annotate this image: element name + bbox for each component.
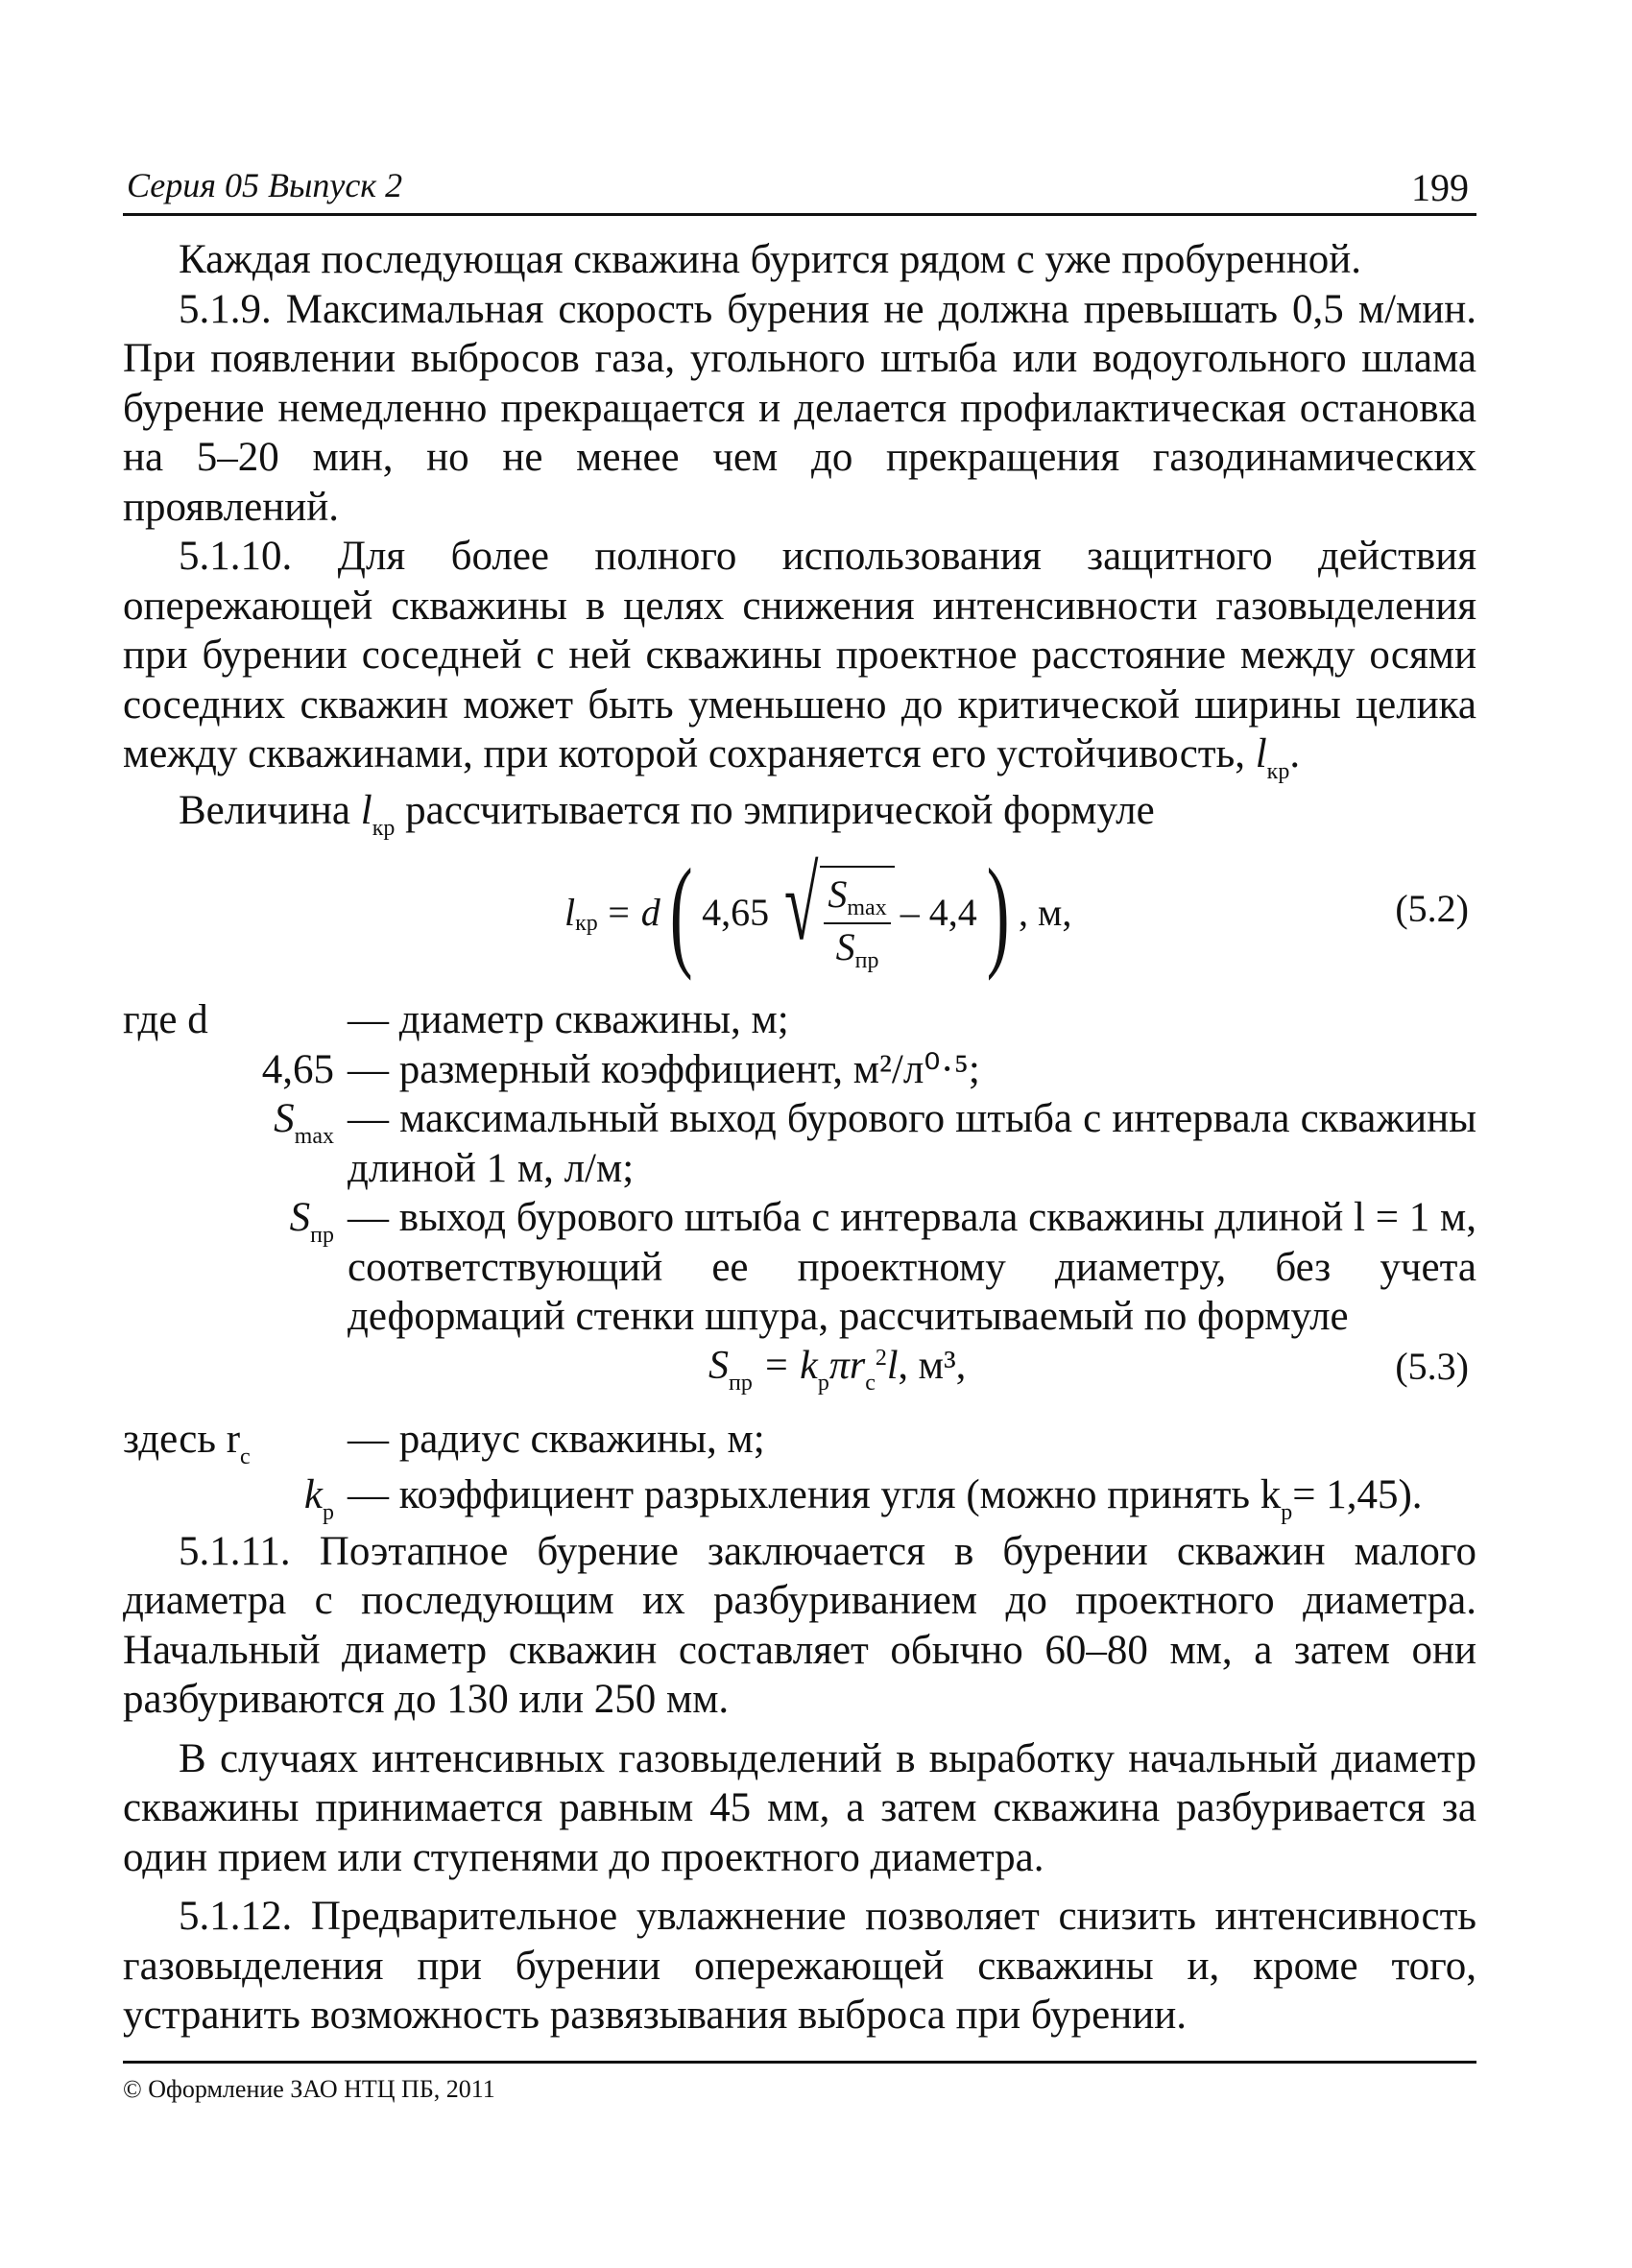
- f53-unit: , м³,: [898, 1343, 967, 1388]
- def-symbol-text: здесь r: [123, 1416, 241, 1462]
- def-text: — выход бурового штыба с интервала скважины длиной l = 1 м, соответствующий ее проектному диаметру, без учета деформаций стенки шпура, рассчитываемый по формуле: [348, 1195, 1476, 1339]
- f53-square: 2: [875, 1345, 887, 1371]
- formula-5-3: [123, 1342, 1476, 1411]
- def-symbol-k: k: [303, 1472, 323, 1517]
- def-symbol: [123, 1193, 348, 1342]
- series-title: Серия 05 Выпуск 2: [127, 166, 403, 204]
- formula-number-5-2: (5.2): [1395, 887, 1469, 930]
- def-symbol-sub: р: [323, 1500, 334, 1525]
- formula-unit: , м,: [1019, 891, 1072, 935]
- formula-lhs-sub: кр: [575, 911, 598, 937]
- def-symbol: [123, 1415, 348, 1471]
- f53-k-sub: р: [817, 1370, 829, 1396]
- formula-5-2: [123, 844, 1476, 982]
- definition-smax: [123, 1094, 1476, 1193]
- formula-5-3-expression: [708, 1342, 966, 1397]
- def-text: [348, 1470, 1476, 1527]
- def-symbol-sub: с: [240, 1444, 251, 1469]
- paragraph-5-1-10: [123, 532, 1476, 786]
- paragraph-formula-intro: [123, 786, 1476, 843]
- fraction: [824, 871, 890, 974]
- intro-end: рассчитывается по эмпирической формуле: [405, 787, 1155, 833]
- formula-number-5-3: (5.3): [1395, 1344, 1469, 1388]
- formula-minus: – 4,4: [900, 891, 977, 935]
- left-paren: (: [669, 844, 693, 982]
- f53-l: l: [886, 1343, 899, 1388]
- def-symbol-text: где d: [123, 997, 208, 1042]
- radicand: [820, 866, 894, 974]
- right-paren: ): [986, 844, 1010, 982]
- paragraph-gas-cases: В случаях интенсивных газовыделений в выработку начальный диаметр скважины принимается равным 45 мм, а затем скважина разбуривается за один прием или ступенями до проектного диаметра.: [123, 1735, 1476, 1880]
- f53-lhs-sub: пр: [729, 1370, 753, 1396]
- def-text-main: — коэффициент разрыхления угля (можно принять k: [348, 1472, 1282, 1517]
- den-s: S: [835, 924, 855, 968]
- definition-kr: [123, 1470, 1476, 1527]
- running-header: [123, 161, 1476, 216]
- page-footer: [123, 2061, 1476, 2104]
- definition-coef: [123, 1045, 1476, 1095]
- f53-k: = k: [762, 1343, 818, 1388]
- f53-r-sub: с: [865, 1370, 876, 1396]
- radical-sign: √: [783, 847, 819, 962]
- def-symbol: [123, 1094, 348, 1193]
- def-text: — размерный коэффициент, м²/л⁰·⁵;: [348, 1046, 980, 1092]
- def-symbol: [123, 995, 348, 1045]
- subscript-kr: кр: [372, 815, 396, 841]
- intro-start: Величина: [179, 787, 350, 833]
- def-text: — максимальный выход бурового штыба с интервала скважины длиной 1 м, л/м;: [348, 1096, 1476, 1191]
- def-symbol: 4,65: [261, 1046, 334, 1092]
- def-symbol-s: S: [274, 1096, 295, 1141]
- paragraph-5-1-9: 5.1.9. Максимальная скорость бурения не должна превышать 0,5 м/мин. При появлении выбросов газа, угольного штыба или водоугольного шлама бурение немедленно прекращается и делается профилактическая остановка на 5–20 мин, но не менее чем до прекращения газодинамических проявлений.: [123, 286, 1476, 530]
- def-symbol: [123, 1470, 348, 1527]
- paragraph-end: .: [1289, 731, 1301, 776]
- square-root: [773, 847, 895, 974]
- def-symbol-s: S: [289, 1195, 311, 1240]
- f53-pi-r: πr: [828, 1343, 866, 1388]
- paragraph-5-1-10-text: 5.1.10. Для более полного использования защитного действия опережающей скважины в целях снижения интенсивности газовыделения при бурении соседней с ней скважины проектное расстояние между осями соседних скважин может быть уменьшено до критической ширины целика между скважинами, при которой сохраняется его устойчивость,: [123, 534, 1476, 776]
- def-text: — диаметр скважины, м;: [348, 997, 789, 1042]
- num-s: S: [828, 871, 848, 916]
- definition-d: [123, 995, 1476, 1045]
- formula-eq-d: = d: [605, 891, 660, 935]
- symbol-l: l: [360, 787, 372, 833]
- formula-5-2-expression: [564, 844, 1072, 982]
- paragraph-5-1-11: 5.1.11. Поэтапное бурение заключается в бурении скважин малого диаметра с последующим их разбуриванием до проектного диаметра. Начальный диаметр скважин составляет обычно 60–80 мм, а затем они разбуриваются до 130 или 250 мм.: [123, 1528, 1476, 1722]
- definitions-list-5-2: [123, 995, 1476, 1342]
- paragraph-1: Каждая последующая скважина бурится рядом с уже пробуренной.: [179, 237, 1361, 282]
- numerator: [824, 871, 890, 924]
- def-text-end: = 1,45).: [1292, 1472, 1423, 1517]
- formula-lhs: l: [564, 891, 576, 935]
- page-number: 199: [1411, 166, 1469, 209]
- subscript-kr: кр: [1266, 759, 1290, 784]
- definitions-list-5-3: [123, 1415, 1476, 1527]
- definition-rc: [123, 1415, 1476, 1471]
- paragraph-5-1-12: 5.1.12. Предварительное увлажнение позволяет снизить интенсивность газовыделения при бурении опережающей скважины и, кроме того, устранить возможность развязывания выброса при бурении.: [123, 1894, 1476, 2038]
- f53-lhs: S: [708, 1343, 729, 1388]
- def-text: — радиус скважины, м;: [348, 1416, 765, 1462]
- page-body: [123, 235, 1476, 2041]
- num-sub: max: [847, 895, 887, 920]
- def-text-sub: р: [1281, 1500, 1293, 1525]
- def-symbol-sub: max: [294, 1124, 334, 1149]
- formula-coef: 4,65: [702, 891, 770, 935]
- den-sub: пр: [854, 947, 879, 973]
- def-symbol-sub: пр: [310, 1223, 334, 1248]
- definition-spr: [123, 1193, 1476, 1342]
- denominator: [836, 924, 879, 974]
- symbol-l: l: [1255, 731, 1267, 776]
- copyright-text: © Оформление ЗАО НТЦ ПБ, 2011: [123, 2075, 495, 2103]
